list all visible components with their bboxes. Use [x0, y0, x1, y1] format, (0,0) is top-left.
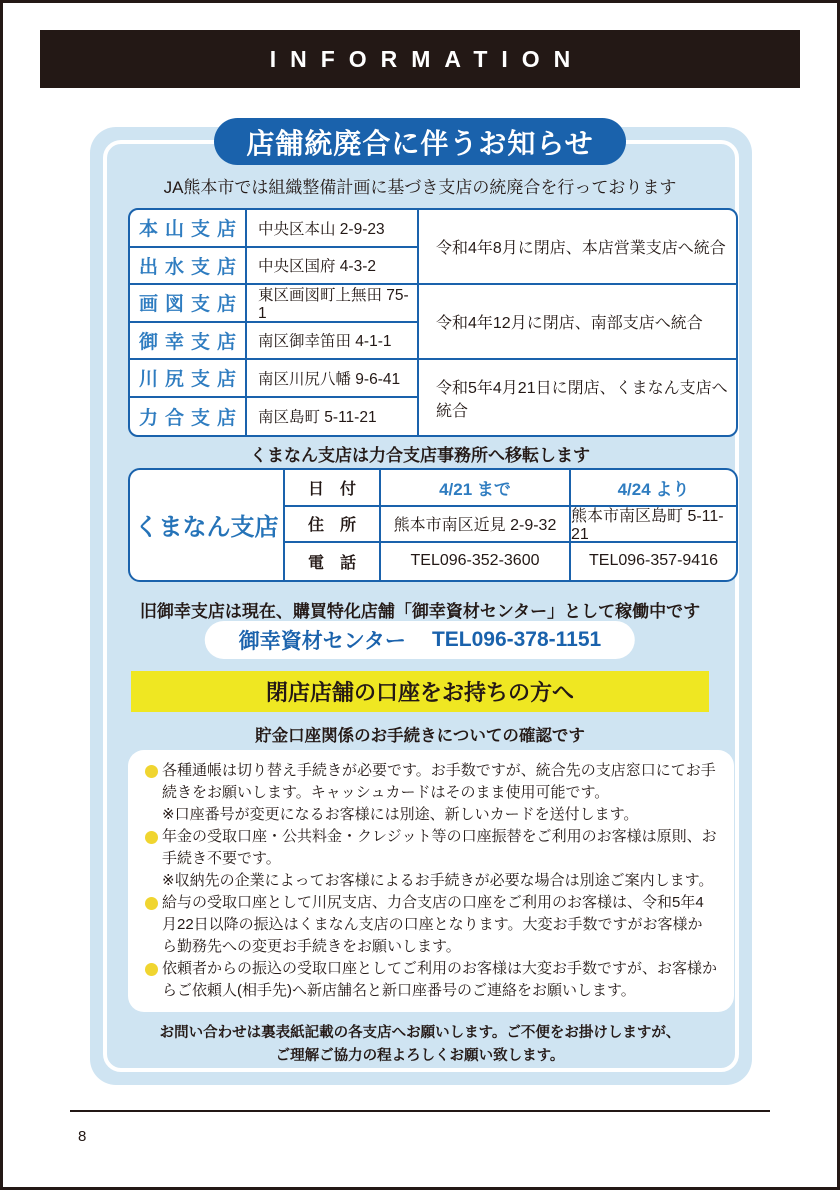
notice-title-pill [214, 118, 626, 165]
branch-name-cell: 出水支店 [130, 248, 247, 286]
information-header-bar [40, 30, 800, 88]
contact-footer-line2: ご理解ご協力の程よろしくお願い致します。 [275, 1048, 565, 1065]
contact-footer-line1: お問い合わせは裏表紙記載の各支店へお願いします。ご不便をお掛けしますが、 [159, 1025, 681, 1041]
relocation-address-label: 住 所 [285, 507, 381, 544]
branch-address-cell: 南区川尻八幡 9-6-41 [247, 360, 419, 398]
page-number: 8 [78, 1128, 87, 1145]
branch-merge-info-cell: 令和5年4月21日に閉店、くまなん支店へ統合 [436, 379, 728, 420]
relocation-date-after: 4/24 より [571, 470, 736, 507]
branch-name-cell: 御幸支店 [130, 323, 247, 361]
material-center-phone-pill [205, 621, 635, 659]
account-banner-text: 閉店店舗の口座をお持ちの方へ [265, 680, 574, 705]
notice-title: 店舗統廃合に伴うお知らせ [246, 127, 594, 159]
bullet-dot-icon [145, 831, 158, 844]
notice-intro: JA熊本市では組織整備計画に基づき支店の統廃合を行っております [163, 178, 677, 197]
account-subtitle: 貯金口座関係のお手続きについての確認です [255, 727, 585, 745]
list-item [145, 958, 717, 1002]
list-item [145, 760, 717, 826]
list-item [145, 826, 717, 892]
relocation-date-label: 日 付 [285, 470, 381, 507]
footer-rule [70, 1110, 770, 1112]
branch-name-cell: 画図支店 [130, 285, 247, 323]
material-center-phone: TEL096-378-1151 [431, 628, 602, 651]
list-item [145, 892, 717, 958]
account-procedures-box [128, 750, 734, 1012]
branch-name-cell: 本山支店 [130, 210, 247, 248]
account-banner [131, 671, 709, 712]
relocation-address-before: 熊本市南区近見 2-9-32 [381, 507, 571, 544]
relocation-address-after: 熊本市南区島町 5-11-21 [571, 507, 736, 544]
branch-address-cell: 東区画図町上無田 75-1 [247, 285, 419, 323]
relocation-phone-before: TEL096-352-3600 [381, 543, 571, 580]
branch-merge-info-cell: 令和4年12月に閉店、南部支店へ統合 [419, 285, 736, 360]
bullet-note: ※口座番号が変更になるお客様には別途、新しいカードを送付します。 [162, 806, 639, 824]
bullet-text: 年金の受取口座・公共料金・クレジット等の口座振替をご利用のお客様は原則、お手続き不要です。 [162, 828, 717, 868]
bullet-text: 依頼者からの振込の受取口座としてご利用のお客様は大変お手数ですが、お客様からご依頼人(相手先)へ新店舗名と新口座番号のご連絡をお願いします。 [162, 960, 718, 1000]
information-header-title: INFORMATION [269, 45, 585, 72]
bullet-dot-icon [145, 963, 158, 976]
branch-address-cell: 南区御幸笛田 4-1-1 [247, 323, 419, 361]
branch-name-cell: 川尻支店 [130, 360, 247, 398]
branch-name-cell: 力合支店 [130, 398, 247, 436]
relocation-phone-label: 電 話 [285, 543, 381, 580]
bullet-dot-icon [145, 897, 158, 910]
relocation-date-before: 4/21 まで [381, 470, 571, 507]
relocation-table [128, 468, 738, 582]
bullet-note: ※収納先の企業によってお客様によるお手続きが必要な場合は別途ご案内します。 [162, 872, 714, 890]
relocation-branch-name: くまなん支店 [130, 470, 285, 580]
branch-merge-info-cell: 令和4年8月に閉店、本店営業支店へ統合 [419, 210, 736, 285]
branch-consolidation-table [128, 208, 738, 437]
bullet-text: 各種通帳は切り替え手続きが必要です。お手数ですが、統合先の支店窓口にてお手続きをお願いします。キャッシュカードはそのまま使用可能です。 [162, 762, 716, 802]
relocation-phone-after: TEL096-357-9416 [589, 552, 718, 570]
material-center-note: 旧御幸支店は現在、購買特化店舗「御幸資材センター」として稼働中です [139, 602, 701, 621]
bullet-text: 給与の受取口座として川尻支店、力合支店の口座をご利用のお客様は、令和5年4月22日以降の振込はくまなん支店の口座となります。大変お手数ですがお客様から勤務先への変更お手続きをお願いします。 [162, 894, 704, 956]
contact-footer-note [0, 1022, 840, 1068]
relocation-note: くまなん支店は力合支店事務所へ移転します [250, 446, 590, 465]
branch-address-cell: 南区島町 5-11-21 [247, 398, 419, 436]
branch-address-cell: 中央区国府 4-3-2 [247, 248, 419, 286]
bullet-dot-icon [145, 765, 158, 778]
branch-address-cell: 中央区本山 2-9-23 [247, 210, 419, 248]
material-center-name: 御幸資材センター [238, 630, 406, 653]
